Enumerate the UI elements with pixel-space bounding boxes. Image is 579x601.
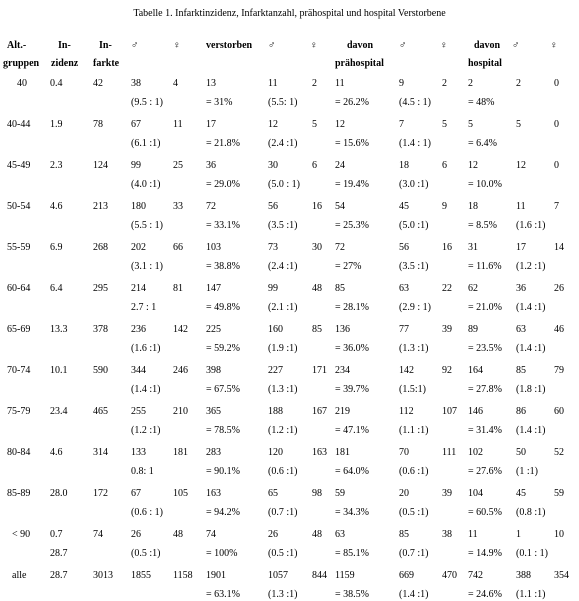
row-2-age: 45-49	[7, 160, 31, 171]
row-7-prehospital-female: 92	[442, 365, 452, 376]
row-1-deceased-female: 5	[312, 119, 317, 130]
row-4-prehospital-male-detail: (3.5 :1)	[399, 261, 429, 272]
row-1-deceased-male: 12	[268, 119, 278, 130]
row-11-infarcts: 74	[93, 529, 103, 540]
row-5-deceased-male-detail: (2.1 :1)	[268, 302, 298, 313]
row-11-prehospital-male-detail: (0.7 :1)	[399, 548, 429, 559]
row-11-female: 48	[173, 529, 183, 540]
row-6-prehospital-male-detail: (1.3 :1)	[399, 343, 429, 354]
row-3-incidence: 4.6	[50, 201, 63, 212]
row-9-male-detail: 0.8: 1	[131, 466, 154, 477]
row-10-age: 85-89	[7, 488, 31, 499]
row-7-prehospital-detail: = 39.7%	[335, 384, 369, 395]
row-4-deceased-detail: = 38.8%	[206, 261, 240, 272]
row-9-infarcts: 314	[93, 447, 108, 458]
row-1-prehospital: 12	[335, 119, 345, 130]
row-1-prehospital-female: 5	[442, 119, 447, 130]
row-9-age: 80-84	[7, 447, 31, 458]
column-header-prehospital: davon	[347, 40, 374, 51]
row-1-hospital-female: 0	[554, 119, 559, 130]
row-1-hospital-detail: = 6.4%	[468, 138, 497, 149]
row-6-age: 65-69	[7, 324, 31, 335]
row-5-hospital: 62	[468, 283, 478, 294]
row-6-hospital-male: 63	[516, 324, 526, 335]
row-2-incidence: 2.3	[50, 160, 63, 171]
row-3-prehospital-detail: = 25.3%	[335, 220, 369, 231]
row-4-deceased: 103	[206, 242, 221, 253]
row-9-hospital-detail: = 27.6%	[468, 466, 502, 477]
row-11-deceased-male: 26	[268, 529, 278, 540]
row-4-hospital-male-detail: (1.2 :1)	[516, 261, 546, 272]
row-12-hospital: 742	[468, 570, 483, 581]
row-7-hospital-male-detail: (1.8 :1)	[516, 384, 546, 395]
row-12-hospital-male-detail: (1.1 :1)	[516, 589, 546, 600]
row-4-male: 202	[131, 242, 146, 253]
column-header-hospital: davon	[474, 40, 501, 51]
row-3-deceased-male-detail: (3.5 :1)	[268, 220, 298, 231]
row-12-incidence: 28.7	[50, 570, 68, 581]
row-8-prehospital-detail: = 47.1%	[335, 425, 369, 436]
row-7-prehospital-male: 142	[399, 365, 414, 376]
row-0-prehospital-male: 9	[399, 78, 404, 89]
row-3-prehospital-male: 45	[399, 201, 409, 212]
row-2-deceased-male: 30	[268, 160, 278, 171]
row-6-deceased-female: 85	[312, 324, 322, 335]
row-0-deceased-male-detail: (5.5: 1)	[268, 97, 298, 108]
row-10-male: 67	[131, 488, 141, 499]
row-2-deceased-female: 6	[312, 160, 317, 171]
row-9-deceased: 283	[206, 447, 221, 458]
row-5-prehospital-male: 63	[399, 283, 409, 294]
row-4-prehospital: 72	[335, 242, 345, 253]
row-7-male: 344	[131, 365, 146, 376]
row-1-male: 67	[131, 119, 141, 130]
row-10-hospital-male-detail: (0.8 :1)	[516, 507, 546, 518]
row-4-incidence: 6.9	[50, 242, 63, 253]
row-11-hospital-detail: = 14.9%	[468, 548, 502, 559]
row-0-prehospital-female: 2	[442, 78, 447, 89]
row-8-deceased-male: 188	[268, 406, 283, 417]
row-7-age: 70-74	[7, 365, 31, 376]
row-1-prehospital-male: 7	[399, 119, 404, 130]
row-1-infarcts: 78	[93, 119, 103, 130]
row-7-hospital-female: 79	[554, 365, 564, 376]
column-header-prehospital-line2: prähospital	[335, 58, 384, 69]
row-0-prehospital-male-detail: (4.5 : 1)	[399, 97, 431, 108]
row-2-infarcts: 124	[93, 160, 108, 171]
row-3-deceased-male: 56	[268, 201, 278, 212]
row-4-female: 66	[173, 242, 183, 253]
row-12-deceased-female: 844	[312, 570, 327, 581]
row-6-hospital-female: 46	[554, 324, 564, 335]
row-3-female: 33	[173, 201, 183, 212]
column-header-prehospital-male: ♂	[399, 40, 407, 51]
row-10-hospital: 104	[468, 488, 483, 499]
column-header-male: ♂	[131, 40, 139, 51]
row-0-deceased-male: 11	[268, 78, 278, 89]
row-10-prehospital-female: 39	[442, 488, 452, 499]
row-5-hospital-detail: = 21.0%	[468, 302, 502, 313]
row-6-hospital-detail: = 23.5%	[468, 343, 502, 354]
row-3-age: 50-54	[7, 201, 31, 212]
row-12-deceased-male: 1057	[268, 570, 288, 581]
row-1-prehospital-detail: = 15.6%	[335, 138, 369, 149]
row-5-female: 81	[173, 283, 183, 294]
row-7-deceased-female: 171	[312, 365, 327, 376]
row-9-prehospital-detail: = 64.0%	[335, 466, 369, 477]
row-4-prehospital-detail: = 27%	[335, 261, 362, 272]
row-4-hospital-male: 17	[516, 242, 526, 253]
row-2-hospital-detail: = 10.0%	[468, 179, 502, 190]
row-5-hospital-female: 26	[554, 283, 564, 294]
column-header-prehospital-female: ♀	[440, 40, 448, 51]
row-2-deceased-male-detail: (5.0 : 1)	[268, 179, 300, 190]
row-4-hospital: 31	[468, 242, 478, 253]
row-8-deceased: 365	[206, 406, 221, 417]
row-8-deceased-male-detail: (1.2 :1)	[268, 425, 298, 436]
column-header-female: ♀	[173, 40, 181, 51]
row-0-prehospital-detail: = 26.2%	[335, 97, 369, 108]
row-0-hospital: 2	[468, 78, 473, 89]
row-0-hospital-female: 0	[554, 78, 559, 89]
row-8-hospital-male: 86	[516, 406, 526, 417]
row-8-prehospital-female: 107	[442, 406, 457, 417]
row-3-hospital: 18	[468, 201, 478, 212]
row-5-hospital-male: 36	[516, 283, 526, 294]
row-11-deceased-female: 48	[312, 529, 322, 540]
row-1-prehospital-male-detail: (1.4 : 1)	[399, 138, 431, 149]
row-2-prehospital-female: 6	[442, 160, 447, 171]
row-3-hospital-male: 11	[516, 201, 526, 212]
row-8-hospital-male-detail: (1.4 :1)	[516, 425, 546, 436]
row-10-deceased-female: 98	[312, 488, 322, 499]
column-header-deceased: verstorben	[206, 40, 253, 51]
column-header-age: Alt.-	[7, 40, 27, 51]
row-7-deceased-detail: = 67.5%	[206, 384, 240, 395]
row-7-hospital-detail: = 27.8%	[468, 384, 502, 395]
row-1-incidence: 1.9	[50, 119, 63, 130]
row-10-infarcts: 172	[93, 488, 108, 499]
row-7-incidence: 10.1	[50, 365, 68, 376]
row-10-hospital-female: 59	[554, 488, 564, 499]
row-0-infarcts: 42	[93, 78, 103, 89]
row-12-deceased-detail: = 63.1%	[206, 589, 240, 600]
row-12-prehospital-male: 669	[399, 570, 414, 581]
row-12-prehospital-female: 470	[442, 570, 457, 581]
row-5-prehospital: 85	[335, 283, 345, 294]
row-1-age: 40-44	[7, 119, 31, 130]
row-7-prehospital: 234	[335, 365, 350, 376]
row-2-deceased-detail: = 29.0%	[206, 179, 240, 190]
row-11-prehospital-detail: = 85.1%	[335, 548, 369, 559]
row-6-female: 142	[173, 324, 188, 335]
row-11-prehospital-female: 38	[442, 529, 452, 540]
row-8-deceased-detail: = 78.5%	[206, 425, 240, 436]
row-2-hospital: 12	[468, 160, 478, 171]
row-12-female: 1158	[173, 570, 193, 581]
row-4-age: 55-59	[7, 242, 31, 253]
row-0-female: 4	[173, 78, 178, 89]
row-9-deceased-female: 163	[312, 447, 327, 458]
row-3-hospital-female: 7	[554, 201, 559, 212]
row-8-hospital: 146	[468, 406, 483, 417]
row-12-hospital-male: 388	[516, 570, 531, 581]
row-5-prehospital-male-detail: (2.9 : 1)	[399, 302, 431, 313]
row-10-male-detail: (0.6 : 1)	[131, 507, 163, 518]
row-6-male: 236	[131, 324, 146, 335]
row-5-deceased-female: 48	[312, 283, 322, 294]
row-11-deceased: 74	[206, 529, 216, 540]
row-7-male-detail: (1.4 :1)	[131, 384, 161, 395]
row-11-hospital-male-detail: (0.1 : 1)	[516, 548, 548, 559]
row-2-prehospital-detail: = 19.4%	[335, 179, 369, 190]
row-10-prehospital-detail: = 34.3%	[335, 507, 369, 518]
row-9-hospital-male-detail: (1 :1)	[516, 466, 538, 477]
column-header-hospital-male: ♂	[512, 40, 520, 51]
column-header-age-line2: gruppen	[3, 58, 40, 69]
row-0-deceased-detail: = 31%	[206, 97, 233, 108]
row-2-hospital-male: 12	[516, 160, 526, 171]
row-8-hospital-detail: = 31.4%	[468, 425, 502, 436]
row-0-male-detail: (9.5 : 1)	[131, 97, 163, 108]
row-2-female: 25	[173, 160, 183, 171]
row-9-prehospital-male: 70	[399, 447, 409, 458]
row-11-hospital: 11	[468, 529, 478, 540]
row-1-hospital-male: 5	[516, 119, 521, 130]
row-4-male-detail: (3.1 : 1)	[131, 261, 163, 272]
row-4-infarcts: 268	[93, 242, 108, 253]
row-7-deceased-male: 227	[268, 365, 283, 376]
row-2-male: 99	[131, 160, 141, 171]
row-6-prehospital-male: 77	[399, 324, 409, 335]
row-4-deceased-male: 73	[268, 242, 278, 253]
row-0-age: 40	[17, 78, 27, 89]
row-3-male-detail: (5.5 : 1)	[131, 220, 163, 231]
row-10-deceased: 163	[206, 488, 221, 499]
row-10-prehospital-male: 20	[399, 488, 409, 499]
row-12-hospital-detail: = 24.6%	[468, 589, 502, 600]
row-3-prehospital-female: 9	[442, 201, 447, 212]
row-10-hospital-detail: = 60.5%	[468, 507, 502, 518]
row-6-deceased: 225	[206, 324, 221, 335]
row-3-prehospital-male-detail: (5.0 :1)	[399, 220, 429, 231]
row-4-hospital-detail: = 11.6%	[468, 261, 502, 272]
row-9-prehospital-female: 111	[442, 447, 457, 458]
row-8-prehospital-male-detail: (1.1 :1)	[399, 425, 429, 436]
row-7-deceased-male-detail: (1.3 :1)	[268, 384, 298, 395]
row-11-age: < 90	[12, 529, 31, 540]
row-10-prehospital-male-detail: (0.5 :1)	[399, 507, 429, 518]
row-7-hospital-male: 85	[516, 365, 526, 376]
row-8-prehospital: 219	[335, 406, 350, 417]
row-9-prehospital-male-detail: (0.6 :1)	[399, 466, 429, 477]
row-7-deceased: 398	[206, 365, 221, 376]
row-10-incidence: 28.0	[50, 488, 68, 499]
row-9-male: 133	[131, 447, 146, 458]
row-6-hospital: 89	[468, 324, 478, 335]
row-5-infarcts: 295	[93, 283, 108, 294]
row-3-infarcts: 213	[93, 201, 108, 212]
row-12-male: 1855	[131, 570, 151, 581]
row-6-deceased-detail: = 59.2%	[206, 343, 240, 354]
row-1-deceased-detail: = 21.8%	[206, 138, 240, 149]
row-3-hospital-male-detail: (1.6 :1)	[516, 220, 546, 231]
row-5-hospital-male-detail: (1.4 :1)	[516, 302, 546, 313]
row-11-male: 26	[131, 529, 141, 540]
row-0-incidence: 0.4	[50, 78, 63, 89]
row-1-male-detail: (6.1 :1)	[131, 138, 161, 149]
row-6-prehospital-female: 39	[442, 324, 452, 335]
row-3-prehospital: 54	[335, 201, 345, 212]
row-10-deceased-detail: = 94.2%	[206, 507, 240, 518]
row-10-prehospital: 59	[335, 488, 345, 499]
row-2-male-detail: (4.0 :1)	[131, 179, 161, 190]
row-12-prehospital-male-detail: (1.4 :1)	[399, 589, 429, 600]
row-7-prehospital-male-detail: (1.5:1)	[399, 384, 426, 395]
row-12-age: alle	[12, 570, 27, 581]
column-header-hospital-female: ♀	[550, 40, 558, 51]
row-11-deceased-male-detail: (0.5 :1)	[268, 548, 298, 559]
row-3-deceased: 72	[206, 201, 216, 212]
row-10-deceased-male-detail: (0.7 :1)	[268, 507, 298, 518]
row-9-female: 181	[173, 447, 188, 458]
row-1-deceased-male-detail: (2.4 :1)	[268, 138, 298, 149]
row-3-male: 180	[131, 201, 146, 212]
row-8-prehospital-male: 112	[399, 406, 414, 417]
row-8-incidence: 23.4	[50, 406, 68, 417]
row-9-prehospital: 181	[335, 447, 350, 458]
column-header-hospital-line2: hospital	[468, 58, 502, 69]
row-9-deceased-detail: = 90.1%	[206, 466, 240, 477]
row-12-deceased: 1901	[206, 570, 226, 581]
row-0-deceased-female: 2	[312, 78, 317, 89]
row-9-deceased-male-detail: (0.6 :1)	[268, 466, 298, 477]
row-2-prehospital-male-detail: (3.0 :1)	[399, 179, 429, 190]
row-2-deceased: 36	[206, 160, 216, 171]
row-9-hospital-male: 50	[516, 447, 526, 458]
row-2-prehospital: 24	[335, 160, 345, 171]
row-9-incidence: 4.6	[50, 447, 63, 458]
row-4-prehospital-male: 56	[399, 242, 409, 253]
table-title: Tabelle 1. Infarktinzidenz, Infarktanzahl, prähospital und hospital Verstorbene	[133, 8, 446, 19]
row-12-infarcts: 3013	[93, 570, 113, 581]
row-6-prehospital: 136	[335, 324, 350, 335]
row-1-female: 11	[173, 119, 183, 130]
row-11-prehospital-male: 85	[399, 529, 409, 540]
row-10-deceased-male: 65	[268, 488, 278, 499]
row-10-hospital-male: 45	[516, 488, 526, 499]
row-1-hospital: 5	[468, 119, 473, 130]
row-11-incidence: 0.7	[50, 529, 63, 540]
row-8-female: 210	[173, 406, 188, 417]
row-2-prehospital-male: 18	[399, 160, 409, 171]
row-6-hospital-male-detail: (1.4 :1)	[516, 343, 546, 354]
row-5-prehospital-female: 22	[442, 283, 452, 294]
row-5-deceased-male: 99	[268, 283, 278, 294]
row-12-prehospital-detail: = 38.5%	[335, 589, 369, 600]
row-0-hospital-detail: = 48%	[468, 97, 495, 108]
row-6-male-detail: (1.6 :1)	[131, 343, 161, 354]
row-0-prehospital: 11	[335, 78, 345, 89]
column-header-infarcts: In-	[99, 40, 112, 51]
row-7-hospital: 164	[468, 365, 483, 376]
row-4-hospital-female: 14	[554, 242, 564, 253]
row-9-hospital: 102	[468, 447, 483, 458]
row-6-prehospital-detail: = 36.0%	[335, 343, 369, 354]
row-3-deceased-female: 16	[312, 201, 322, 212]
row-12-hospital-female: 354	[554, 570, 569, 581]
row-8-hospital-female: 60	[554, 406, 564, 417]
row-5-incidence: 6.4	[50, 283, 63, 294]
row-4-deceased-female: 30	[312, 242, 322, 253]
row-5-male-detail: 2.7 : 1	[131, 302, 157, 313]
row-8-male-detail: (1.2 :1)	[131, 425, 161, 436]
row-11-deceased-detail: = 100%	[206, 548, 238, 559]
row-11-incidence-detail: 28.7	[50, 548, 68, 559]
column-header-deceased-female: ♀	[310, 40, 318, 51]
row-3-deceased-detail: = 33.1%	[206, 220, 240, 231]
row-2-hospital-female: 0	[554, 160, 559, 171]
row-3-hospital-detail: = 8.5%	[468, 220, 497, 231]
row-12-prehospital: 1159	[335, 570, 355, 581]
row-11-prehospital: 63	[335, 529, 345, 540]
row-5-deceased-detail: = 49.8%	[206, 302, 240, 313]
row-1-deceased: 17	[206, 119, 216, 130]
row-9-hospital-female: 52	[554, 447, 564, 458]
row-9-deceased-male: 120	[268, 447, 283, 458]
row-7-female: 246	[173, 365, 188, 376]
row-11-hospital-male: 1	[516, 529, 521, 540]
column-header-deceased-male: ♂	[268, 40, 276, 51]
row-0-deceased: 13	[206, 78, 216, 89]
row-0-hospital-male: 2	[516, 78, 521, 89]
row-11-male-detail: (0.5 :1)	[131, 548, 161, 559]
row-4-deceased-male-detail: (2.4 :1)	[268, 261, 298, 272]
row-4-prehospital-female: 16	[442, 242, 452, 253]
column-header-incidence-line2: zidenz	[51, 58, 79, 69]
row-12-deceased-male-detail: (1.3 :1)	[268, 589, 298, 600]
row-6-deceased-male: 160	[268, 324, 283, 335]
column-header-incidence: In-	[58, 40, 71, 51]
column-header-infarcts-line2: farkte	[93, 58, 120, 69]
row-8-infarcts: 465	[93, 406, 108, 417]
row-6-deceased-male-detail: (1.9 :1)	[268, 343, 298, 354]
row-8-age: 75-79	[7, 406, 31, 417]
row-8-male: 255	[131, 406, 146, 417]
row-5-prehospital-detail: = 28.1%	[335, 302, 369, 313]
row-6-infarcts: 378	[93, 324, 108, 335]
row-5-male: 214	[131, 283, 146, 294]
row-6-incidence: 13.3	[50, 324, 68, 335]
row-0-male: 38	[131, 78, 141, 89]
row-10-female: 105	[173, 488, 188, 499]
row-11-hospital-female: 10	[554, 529, 564, 540]
row-5-age: 60-64	[7, 283, 31, 294]
row-8-deceased-female: 167	[312, 406, 327, 417]
row-7-infarcts: 590	[93, 365, 108, 376]
row-5-deceased: 147	[206, 283, 221, 294]
